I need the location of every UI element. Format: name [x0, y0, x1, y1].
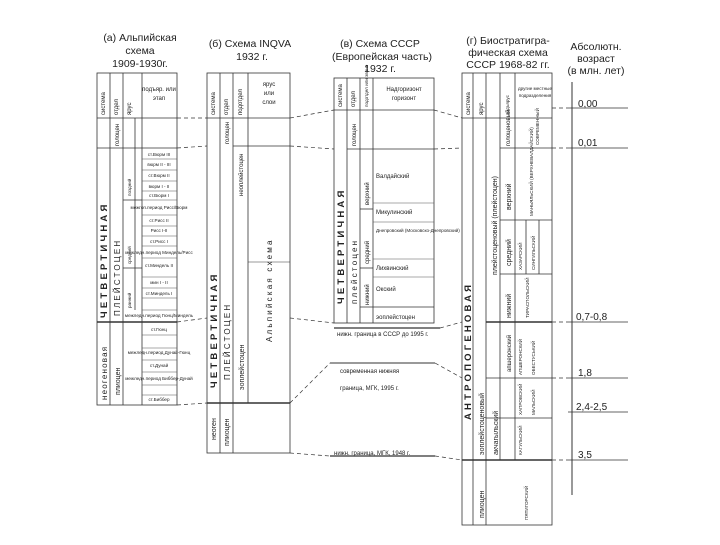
col-v-title [332, 38, 432, 75]
col-b-title-2: 1932 г. [236, 51, 268, 63]
col-v-border-1995: нижн. граница в СССР до 1995 г. [337, 332, 429, 338]
col-a-stage-8: Рисс I-II [150, 228, 168, 233]
col-g-title [466, 35, 550, 71]
col-a-stage-1: ст.Вюрм III [147, 152, 171, 157]
col-a-stage-6: межгоп.период Рисс/Вюрм [130, 205, 188, 210]
col-g-stage-pliocene: плиоцен [479, 490, 486, 518]
col-a-stage-15: ст.Гюнц [150, 327, 168, 332]
col-abs-title [568, 41, 625, 77]
col-g-local-2: МАНЬЯЛЬСКИЙ (ВЕРХНЕВАЛДАЙСКИЙ) [529, 127, 534, 216]
col-a-system-neogene: неогеновая [100, 345, 109, 400]
col-v-vertical-labels [336, 124, 371, 305]
col-a-stage-18: межледн.период Биббер-Дунай [125, 376, 193, 381]
col-abs-title-1: Абсолютн. [570, 41, 622, 53]
col-a-head-system: система [101, 92, 107, 115]
col-b-head-stage: ярус [262, 82, 276, 88]
col-v-title-3: 1932 г. [364, 63, 396, 75]
col-b-eopleistocene: эоплейстоцен [239, 344, 246, 390]
col-v-system: ЧЕТВЕРТИЧНАЯ [336, 187, 347, 304]
col-a-stage-17: ст.Дунай [149, 363, 169, 368]
col-a-header [101, 87, 176, 115]
col-v-borders [330, 328, 440, 457]
col-g-local-units [516, 108, 540, 520]
col-b-alpine-scheme: Альпийская схема [265, 238, 274, 342]
col-v-pleistocene: плейстоцен [350, 238, 359, 304]
age-3: 1,8 [578, 368, 592, 379]
col-a-title-3: 1909-1930г. [112, 58, 168, 70]
col-a-vertical-labels [99, 124, 132, 400]
col-v-head-supergroup: Надгоризонт [386, 87, 422, 93]
age-2: 0,7-0,8 [576, 312, 608, 323]
col-a-title [103, 32, 176, 70]
col-a-stage-5: ст.Вюрм I [149, 193, 169, 198]
col-a-pliocene: плиоцен [115, 367, 122, 395]
col-g-vertical-labels [463, 110, 513, 518]
col-g-stage-akchagyl: акчагыльский [493, 410, 500, 455]
col-b-head-dept: отдел [224, 99, 230, 115]
col-v-horizon-3: Днепровский (Московско-Днепровский) [376, 228, 460, 233]
col-g-stage-eopleistocene: эоплейстоценовый [479, 393, 486, 455]
col-b-title [209, 38, 291, 63]
col-b-pliocene: плиоцен [224, 418, 231, 446]
col-g-sub-mid: средний [506, 239, 513, 266]
col-g-local-11: ПЯТИГОРСКИЙ [524, 485, 529, 520]
col-g-title-3: СССР 1968-82 гг. [466, 59, 550, 71]
col-b-title-1: (б) Схема INQVA [208, 38, 292, 50]
col-g-local-5: ТИРАСПОЛЬСКИЙ [525, 277, 530, 318]
col-b-neopleistocene: неоплейстоцен [239, 153, 245, 196]
col-g-sub-upper: верхний [506, 183, 513, 210]
age-5: 3,5 [578, 450, 592, 461]
col-v-horizon-2: Микулинский [376, 210, 413, 216]
col-v-head-system: система [338, 84, 344, 107]
col-a-stage-9: ст.Рисс I [150, 239, 168, 244]
col-v-sub-mid: средний [365, 240, 371, 264]
age-4: 2,4-2,5 [576, 402, 608, 413]
col-a-sub-low: ранний [127, 292, 132, 308]
col-a-system-quaternary: ЧЕТВЕРТИЧНАЯ [99, 201, 110, 318]
col-a-head-substage: подъяр. или [142, 87, 176, 93]
col-b-holocene: голоцен [225, 121, 231, 144]
col-b-head-layers: слои [262, 100, 276, 106]
col-v-border-modern-1: современная нижняя [340, 369, 400, 375]
col-v-horizon-1: Валдайский [376, 174, 410, 180]
col-a-head-stage: ярус [127, 102, 133, 115]
col-a-stage-16: межледн.период Дунай-Гюнц [127, 350, 191, 355]
col-a-stage-12: мин I - II [150, 280, 168, 285]
col-a-title-1: (а) Альпийская [103, 32, 177, 44]
col-v-horizon-bottom: эоплейстоцен [376, 315, 415, 321]
col-b-neogene: неоген [211, 418, 218, 440]
col-b-head-subdept: подотдел [238, 89, 244, 115]
col-g-sub-apsheron: апшеронский [507, 334, 513, 372]
col-g-head-local-2: подразделения [518, 93, 552, 98]
col-v-head-dept: отдел [351, 91, 357, 107]
col-b-frame [207, 73, 290, 453]
col-v-horizon-5: Окский [376, 287, 396, 293]
col-v-sub-upper: верхний [365, 182, 371, 205]
col-g-sub-holocene: голоценовый [506, 109, 512, 146]
col-g-local-6: АПШЕРОНСКИЙ [518, 338, 523, 375]
col-g-head-system: система [466, 92, 472, 115]
col-a-stage-7: ст.Рисс II [149, 218, 169, 223]
col-a-stage-4: вюрм I - II [148, 184, 170, 189]
col-abs-title-2: возраст [577, 53, 615, 65]
col-v-horizons [376, 173, 460, 321]
col-b-system: ЧЕТВЕРТИЧНАЯ [209, 271, 220, 388]
col-a-title-2: схема [125, 45, 155, 57]
col-a-stage-3: ст.Вюрм II [148, 173, 170, 178]
col-v-border-modern-2: граница, МГК, 1995 г. [340, 386, 399, 392]
col-a-holocene: голоцен [115, 123, 121, 146]
col-g-local-7: ОБЕСТУСЬКИЙ [531, 340, 536, 375]
col-g-local-10: КАГУЛЬСКИЙ [518, 425, 523, 455]
col-g-stage-pleistocene: плейстоценовый (плейстоцен) [492, 176, 499, 275]
col-g-local-3: ХАЗАРСКИЙ [518, 242, 523, 270]
age-0: 0,00 [578, 99, 598, 110]
col-g-head-local-1: другие местные [517, 86, 553, 91]
col-v-holocene: голоцен [352, 123, 358, 146]
col-a-stage-11: ст.Миндель II [144, 263, 174, 268]
col-a-stage-13: ст.Миндель I [145, 291, 173, 296]
col-g-local-1: СОВРЕМЕННЫЙ [535, 108, 540, 145]
col-g-title-1: (г) Биостратигра- [466, 35, 550, 47]
col-a-pleistocene: ПЛЕЙСТОЦЕН [113, 238, 122, 316]
col-b-head-or: или [263, 91, 275, 97]
col-b-vertical-labels [209, 122, 274, 446]
col-b-pleistocene: ПЛЕЙСТОЦЕН [223, 302, 232, 380]
col-b-head-system: система [211, 92, 217, 115]
col-v-head-horizon: горизонт [391, 96, 417, 102]
col-g-head-stage: ярус [479, 102, 485, 115]
col-a-sub-upper: поздний [127, 178, 132, 196]
col-v-horizon-4: Лихвинский [376, 266, 409, 272]
col-g-system: АНТРОПОГЕНОВАЯ [463, 281, 474, 420]
col-a-stage-2: вюрм II - III [147, 162, 171, 167]
col-v-border-1948: нижн. граница, МГК, 1948 г. [334, 451, 411, 457]
col-v-title-2: (Европейская часть) [331, 51, 433, 63]
col-a-sub-mid: средний [127, 246, 132, 264]
col-g-head-substage: подъярус [505, 95, 510, 115]
col-b-table [207, 73, 290, 453]
col-a-stage-10: межледн.период Миндель/Рисс [125, 250, 193, 255]
col-g-local-8: ХАПРОВСКИЙ [518, 383, 523, 415]
col-g-local-9: МАЛЬСКИЙ [531, 389, 536, 415]
col-a-head-etap: этап [152, 96, 166, 102]
col-v-head-subdept: подотдел или звено [364, 64, 369, 107]
col-b-header [211, 82, 276, 115]
col-v-title-1: (в) Схема СССР [340, 38, 420, 50]
col-g-title-2: фическая схема [468, 47, 548, 59]
col-g-sub-low: нижний [506, 293, 513, 318]
correlation-lines [177, 108, 568, 460]
col-g-local-4: СИНГИЛЬСКИЙ [531, 235, 536, 270]
col-a-stage-19: ст.Биббер [148, 397, 170, 402]
age-1: 0,01 [578, 138, 598, 149]
col-a-stage-14: межледн.период Гюнц/Миндель [124, 313, 194, 318]
col-abs-title-3: (в млн. лет) [567, 65, 625, 77]
col-a-head-dept: отдел [114, 99, 120, 115]
col-v-sub-low: нижний [365, 284, 371, 305]
col-abs [568, 82, 628, 495]
